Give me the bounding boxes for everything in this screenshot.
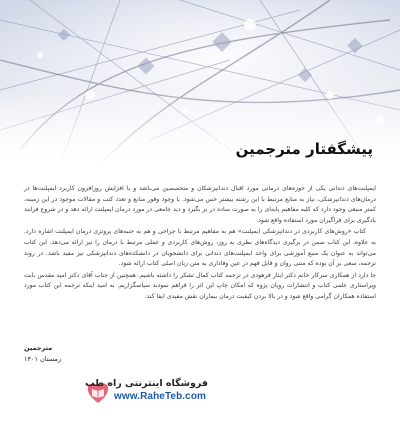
preface-body bbox=[24, 184, 376, 304]
page-title: پیشگفتار مترجمین bbox=[235, 140, 373, 158]
store-logo[interactable] bbox=[86, 376, 208, 410]
signature-date: زمستان ۱۴۰۱ bbox=[24, 355, 62, 363]
logo-url[interactable]: www.RaheTeb.com bbox=[113, 391, 207, 402]
preface-paragraph-1: ایمپلنت‌های دندانی یکی از حوزه‌های درمانی مورد اقبال دندانپزشکان و متخصصین می‌باشد و با افزایش روزافزون کاربرد ایمپلنت‌ها در درمان‌های دندانپزشکی، نیاز به منابع مرتبط با این رشته بیشتر حس می‌شود. با وجود وفور منابع و تعدد کتب و مقالات موجود در این زمینه، کمتر منبعی وجود دارد که کلیه مفاهیم پایه‌ای را به صورت ساده در بر بگیرد و دید جامعی در مورد درمان ایمپلنت ارائه دهد و در شروع فرایند یادگیری برای فراگیران مورد استفاده واقع شود. bbox=[24, 185, 376, 224]
signature-block bbox=[24, 343, 114, 365]
signature-translators: مترجمین bbox=[24, 344, 53, 352]
logo-store-name: فروشگاه اینترنتی راه طب bbox=[85, 378, 208, 389]
logo-text bbox=[85, 378, 208, 402]
preface-paragraph-3: جا دارد از همکاری سرکار خانم دکتر ایثار فرهودی در ترجمه کتاب کمال تشکر را داشته باشیم. همچنین از جناب آقای دکتر امید مقدس بابت ویراستاری علمی کتاب و انتشارات رویان پژوه که امکان چاپ این اثر را فراهم نمودند سپاسگزاریم. به امید اینکه ترجمه این کتاب مورد استفاده همکاران گرامی واقع شود و در بالا بردن کیفیت درمان بیماران نقش مفیدی ایفا کند. bbox=[24, 271, 376, 300]
preface-paragraph-2: کتاب «روش‌های کاربردی در دندانپزشکی ایمپلنت» هم به مفاهیم مرتبط با جراحی و هم به جنبه‌های پروتزی درمان ایمپلنت اشاره دارد. به علاوه، این کتاب ضمن در برگیری دیدگاه‌های نظری به روز، روش‌های کاربردی و عملی مرتبط با درمان را نیز ارائه می‌دهد. این کتاب می‌تواند به عنوان یک منبع آموزشی برای واحد ایمپلنت‌های دندانی برای دانشجویان در دانشکده‌های دندانپزشکی نیز مفید باشد. در روند ترجمه، سعی بر آن بوده که متنی روان و قابل فهم در عین وفاداری به متن زبان اصلی کتاب ارائه شود. bbox=[24, 228, 376, 268]
